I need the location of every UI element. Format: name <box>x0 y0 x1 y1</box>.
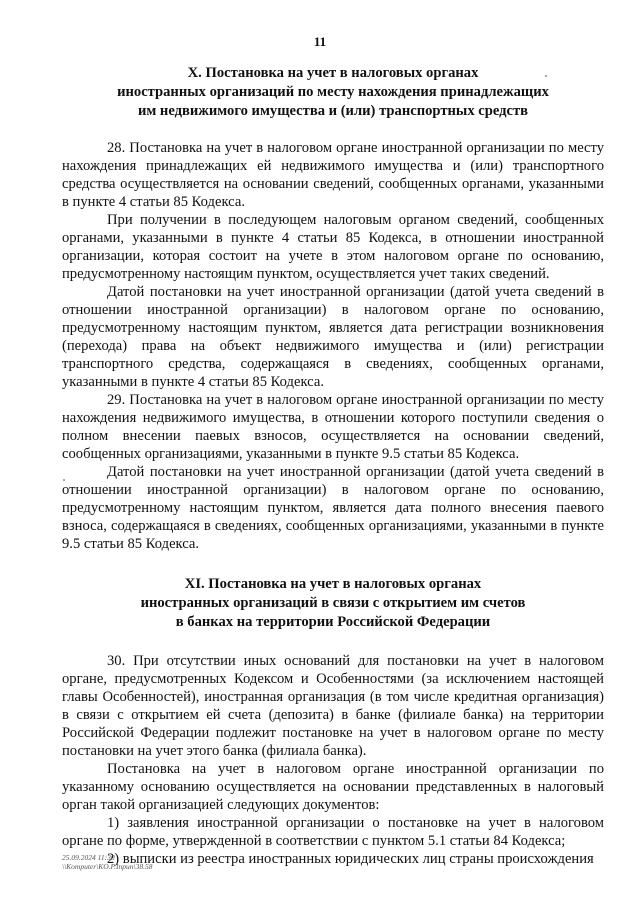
paragraph-28: 28. Постановка на учет в налоговом органе иностранной организации по месту нахождения принадлежащих ей недвижимого имущества и (или) транспортного средства осуществляется на основании сведений, сообщенных органами, указанными в пункте 4 статьи 85 Кодекса. <box>62 140 604 210</box>
section-11-title-line-1: XI. Постановка на учет в налоговых органах <box>184 576 482 592</box>
footer-timestamp: 25.09.2024 11:30 <box>62 853 115 862</box>
scan-speck <box>63 479 65 481</box>
section-10-title-line-2: иностранных организаций по месту нахождения принадлежащих <box>117 84 549 100</box>
list-item-1: 1) заявления иностранной организации о постановке на учет в налоговом органе по форме, утвержденной в соответствии с пунктом 5.1 статьи 84 Кодекса; <box>62 815 604 849</box>
section-10-title-line-1: X. Постановка на учет в налоговых органах <box>187 65 479 81</box>
section-11-title-line-2: иностранных организаций в связи с открытием им счетов <box>140 595 526 611</box>
scan-speck <box>545 75 547 77</box>
section-11-title-line-3: в банках на территории Российской Федерации <box>175 614 491 630</box>
section-11-title <box>62 575 604 632</box>
section-10-title <box>62 64 604 121</box>
page-number: 11 <box>313 34 327 49</box>
paragraph-28-subsequent: При получении в последующем налоговым органом сведений, сообщенных органами, указанными в пункте 4 статьи 85 Кодекса, в отношении иностранной организации, которая состоит на учете в этом налоговом органе по основанию, предусмотренному настоящим пунктом, осуществляется учет таких сведений. <box>62 212 604 282</box>
footer-stamp <box>62 853 153 871</box>
list-item-2: 2) выписки из реестра иностранных юридических лиц страны происхождения <box>107 851 594 867</box>
paragraph-30: 30. При отсутствии иных оснований для постановки на учет в налоговом органе, предусмотренных Кодексом и Особенностями (за исключением настоящей главы Особенностей), иностранная организация (в том числе кредитная организация) в связи с открытием ей счета (депозита) в банке (филиале банка) на территории Российской Федерации подлежит постановке на учет в налоговом органе по месту постановки на учет этого банка (филиала банка). <box>62 653 604 759</box>
section-10-title-line-3: им недвижимого имущества и (или) транспортных средств <box>137 103 529 119</box>
paragraph-28-date: Датой постановки на учет иностранной организации (датой учета сведений в отношении иностранной организации) в налоговом органе по основанию, предусмотренному настоящим пунктом, является дата регистрации возникновения (перехода) права на объект недвижимого имущества и (или) регистрации транспортного средства, содержащаяся в сведениях, сообщенных органами, указанными в пункте 4 статьи 85 Кодекса. <box>62 284 604 390</box>
paragraph-29-date: Датой постановки на учет иностранной организации (датой учета сведений в отношении иностранной организации) в налоговом органе по основанию, предусмотренному настоящим пунктом, является дата полного внесения паевого взноса, содержащаяся в сведениях, сообщенных организациями, указанными в пункте 9.5 статьи 85 Кодекса. <box>62 464 604 552</box>
document-body <box>62 64 604 868</box>
paragraph-30-basis: Постановка на учет в налоговом органе иностранной организации по указанному основанию осуществляется на основании представленных в налоговый орган такой организацией следующих документов: <box>62 761 604 813</box>
paragraph-29: 29. Постановка на учет в налоговом органе иностранной организации по месту нахождения недвижимого имущества, в отношении которого поступили сведения о полном внесении паевых взносов, осуществляется на основании сведений, сообщенных организациями, указанными в пункте 9.5 статьи 85 Кодекса. <box>62 392 604 462</box>
footer-file-path: \\Komputer\KO.P.Inpun\38.58 <box>62 862 153 871</box>
